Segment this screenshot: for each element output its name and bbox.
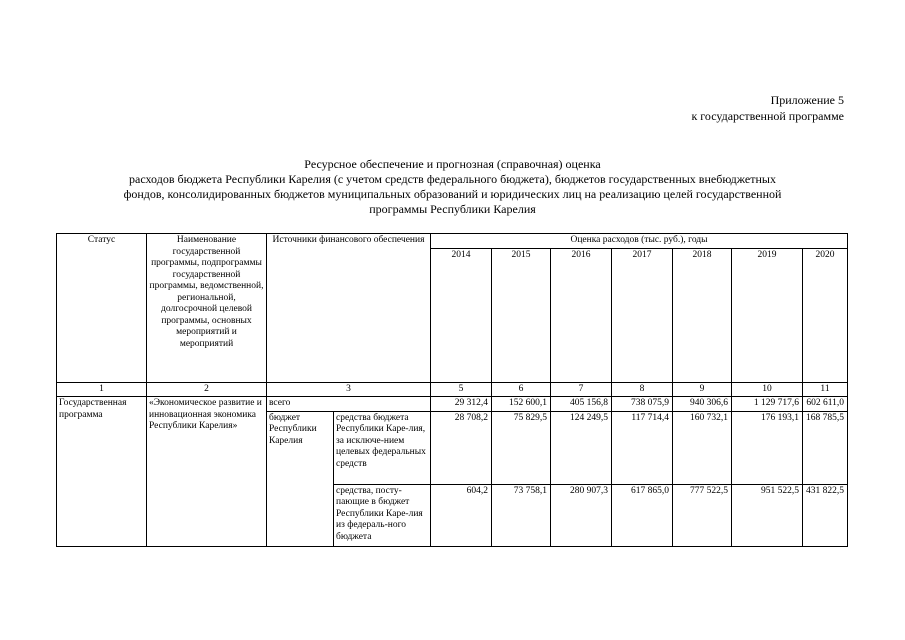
federal-funds-label: средства, посту-пающие в бюджет Республики Каре-лия из федераль-ного бюджета: [334, 484, 431, 546]
header-year: 2017: [612, 248, 673, 382]
regional-funds-value: 168 785,5: [803, 411, 848, 484]
column-number: 8: [612, 382, 673, 397]
total-value: 152 600,1: [492, 397, 551, 412]
total-value: 940 306,6: [673, 397, 732, 412]
federal-funds-value: 951 522,5: [732, 484, 803, 546]
appendix-note: [691, 92, 844, 124]
regional-funds-value: 117 714,4: [612, 411, 673, 484]
header-year: 2019: [732, 248, 803, 382]
header-status: Статус: [57, 234, 147, 383]
regional-funds-value: 160 732,1: [673, 411, 732, 484]
federal-funds-value: 73 758,1: [492, 484, 551, 546]
column-number: 2: [147, 382, 267, 397]
federal-funds-value: 280 907,3: [551, 484, 612, 546]
total-value: 602 611,0: [803, 397, 848, 412]
header-year: 2018: [673, 248, 732, 382]
title-line-1: Ресурсное обеспечение и прогнозная (справочная) оценка: [304, 157, 601, 171]
regional-funds-value: 176 193,1: [732, 411, 803, 484]
regional-funds-value: 28 708,2: [431, 411, 492, 484]
column-number: 3: [267, 382, 431, 397]
appendix-number: Приложение 5: [770, 93, 844, 107]
appendix-reference: к государственной программе: [691, 109, 844, 123]
header-year: 2020: [803, 248, 848, 382]
regional-funds-value: 75 829,5: [492, 411, 551, 484]
total-value: 738 075,9: [612, 397, 673, 412]
header-year: 2016: [551, 248, 612, 382]
regional-funds-value: 124 249,5: [551, 411, 612, 484]
column-number: 6: [492, 382, 551, 397]
title-line-4: программы Республики Карелия: [369, 202, 536, 216]
regional-funds-label: средства бюджета Республики Каре-лия, за исключе-нием целевых федеральных средств: [334, 411, 431, 484]
total-value: 1 129 717,6: [732, 397, 803, 412]
column-number: 9: [673, 382, 732, 397]
row-program-name: «Экономическое развитие и инновационная экономика Республики Карелия»: [147, 397, 267, 547]
total-label: всего: [267, 397, 431, 412]
budget-label: бюджет Республики Карелия: [267, 411, 334, 546]
federal-funds-value: 777 522,5: [673, 484, 732, 546]
header-program-name: Наименование государственной программы, подпрограммы государственной программы, ведомственной, региональной, долгосрочной целевой программы, основных мероприятий и мероприятий: [147, 234, 267, 383]
header-funding-sources: Источники финансового обеспечения: [267, 234, 431, 383]
header-expense-estimate: Оценка расходов (тыс. руб.), годы: [431, 234, 848, 249]
resource-table: [56, 233, 848, 547]
column-number: 5: [431, 382, 492, 397]
title-line-2: расходов бюджета Республики Карелия (с учетом средств федерального бюджета), бюджетов государственных внебюджетных: [129, 172, 776, 186]
row-status: Государственная программа: [57, 397, 147, 547]
column-number: 7: [551, 382, 612, 397]
federal-funds-value: 431 822,5: [803, 484, 848, 546]
column-number: 1: [57, 382, 147, 397]
column-number: 10: [732, 382, 803, 397]
document-title: [50, 157, 855, 217]
federal-funds-value: 617 865,0: [612, 484, 673, 546]
total-value: 29 312,4: [431, 397, 492, 412]
federal-funds-value: 604,2: [431, 484, 492, 546]
header-year: 2014: [431, 248, 492, 382]
title-line-3: фондов, консолидированных бюджетов муниципальных образований и юридических лиц на реализацию целей государственной: [123, 187, 782, 201]
total-value: 405 156,8: [551, 397, 612, 412]
header-year: 2015: [492, 248, 551, 382]
column-number: 11: [803, 382, 848, 397]
